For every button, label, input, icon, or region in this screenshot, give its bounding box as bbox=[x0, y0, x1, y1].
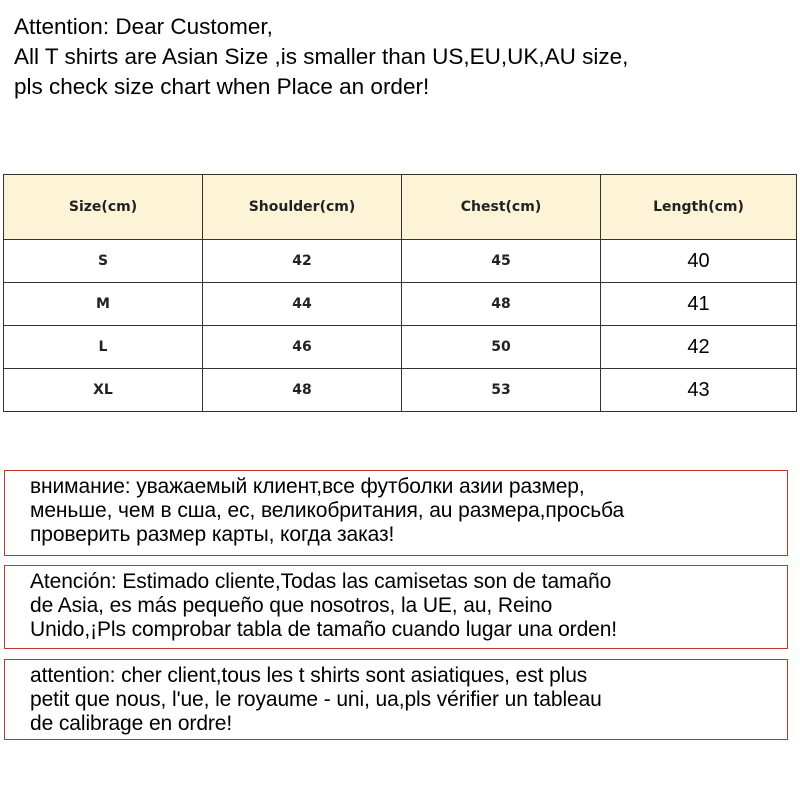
table-header-row bbox=[4, 175, 797, 240]
length-cell: 43 bbox=[601, 369, 797, 412]
table-row bbox=[4, 369, 797, 412]
header-line-3: pls check size chart when Place an order! bbox=[14, 74, 430, 99]
shoulder-cell: 44 bbox=[203, 283, 402, 326]
length-cell: 41 bbox=[601, 283, 797, 326]
shoulder-cell: 46 bbox=[203, 326, 402, 369]
table-row bbox=[4, 326, 797, 369]
chest-cell: 45 bbox=[402, 240, 601, 283]
size-cell: L bbox=[4, 326, 203, 369]
column-header-shoulder: Shoulder(cm) bbox=[203, 175, 402, 240]
column-header-size: Size(cm) bbox=[4, 175, 203, 240]
attention-header bbox=[14, 12, 794, 102]
chest-cell: 53 bbox=[402, 369, 601, 412]
header-line-2: All T shirts are Asian Size ,is smaller than US,EU,UK,AU size, bbox=[14, 44, 629, 69]
size-cell: S bbox=[4, 240, 203, 283]
table-row bbox=[4, 240, 797, 283]
notice-russian-text: внимание: уважаемый клиент,все футболки азии размер, меньше, чем в сша, ес, великобритания, au размера,просьба проверить размер карты, когда заказ! bbox=[30, 475, 625, 546]
notice-spanish-text: Atención: Estimado cliente,Todas las camisetas son de tamaño de Asia, es más pequeño que nosotros, la UE, au, Reino Unido,¡Pls comprobar tabla de tamaño cuando lugar una orden! bbox=[30, 570, 618, 641]
column-header-length: Length(cm) bbox=[601, 175, 797, 240]
chest-cell: 50 bbox=[402, 326, 601, 369]
notice-french-text: attention: cher client,tous les t shirts sont asiatiques, est plus petit que nous, l'ue, le royaume - uni, ua,pls vérifier un tableau de calibrage en ordre! bbox=[30, 664, 602, 735]
size-cell: XL bbox=[4, 369, 203, 412]
shoulder-cell: 48 bbox=[203, 369, 402, 412]
header-line-1: Attention: Dear Customer, bbox=[14, 14, 273, 39]
table-row bbox=[4, 283, 797, 326]
length-cell: 40 bbox=[601, 240, 797, 283]
size-cell: M bbox=[4, 283, 203, 326]
length-cell: 42 bbox=[601, 326, 797, 369]
notice-russian bbox=[4, 470, 788, 556]
column-header-chest: Chest(cm) bbox=[402, 175, 601, 240]
size-chart-table bbox=[3, 174, 797, 412]
notice-spanish bbox=[4, 565, 788, 649]
notice-french bbox=[4, 659, 788, 740]
shoulder-cell: 42 bbox=[203, 240, 402, 283]
chest-cell: 48 bbox=[402, 283, 601, 326]
